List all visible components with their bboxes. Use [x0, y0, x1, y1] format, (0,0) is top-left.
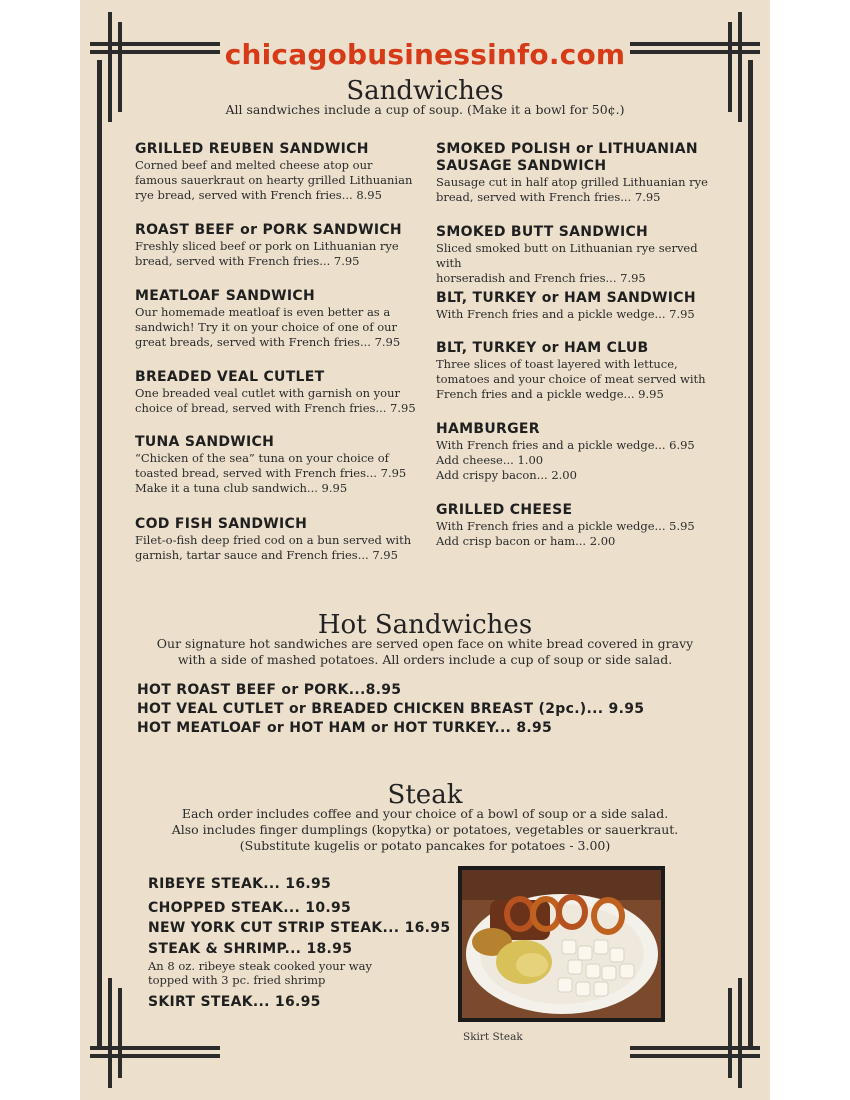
sandwich-desc-line: bread, served with French fries... 7.95: [436, 190, 661, 204]
watermark-url: chicagobusinessinfo.com: [224, 38, 626, 71]
sandwich-desc-line: great breads, served with French fries... 7.95: [135, 335, 401, 349]
steak-subtitle-line: Also includes finger dumplings (kopytka) or potatoes, vegetables or sauerkraut.: [171, 822, 679, 837]
photo-caption: Skirt Steak: [463, 1031, 523, 1043]
sandwich-item: [135, 516, 425, 563]
sandwich-item: [436, 502, 726, 549]
sandwich-item: [135, 288, 425, 350]
hot-item: HOT VEAL CUTLET or BREADED CHICKEN BREAST (2pc.)... 9.95: [137, 701, 645, 717]
sandwich-desc-line: Add crisp bacon or ham... 2.00: [436, 534, 616, 548]
sandwich-item: [135, 434, 425, 496]
steak-subtitle-line: Each order includes coffee and your choice of a bowl of soup or a side salad.: [181, 806, 669, 821]
steak-desc-line: An 8 oz. ribeye steak cooked your way: [148, 959, 372, 973]
steak-desc-line: topped with 3 pc. fried shrimp: [148, 973, 326, 987]
sandwich-desc-line: One breaded veal cutlet with garnish on your: [135, 386, 400, 400]
sandwich-desc-line: “Chicken of the sea” tuna on your choice of: [135, 451, 389, 465]
sandwich-desc-line: With French fries and a pickle wedge... 5.95: [436, 519, 695, 533]
sandwich-name: ROAST BEEF or PORK SANDWICH: [135, 222, 402, 238]
steak-title: Steak: [387, 780, 463, 810]
sandwiches-title: Sandwiches: [346, 76, 504, 106]
sandwich-desc-line: Three slices of toast layered with lettuce,: [436, 357, 678, 371]
sandwich-desc-line: Filet-o-fish deep fried cod on a bun served with: [135, 533, 412, 547]
steak-subtitle: [0, 806, 850, 854]
sandwich-item: [436, 290, 726, 322]
steak-item: CHOPPED STEAK... 10.95: [148, 900, 352, 916]
sandwich-desc-line: garnish, tartar sauce and French fries... 7.95: [135, 548, 398, 562]
steak-item: RIBEYE STEAK... 16.95: [148, 876, 332, 892]
sandwiches-subtitle: All sandwiches include a cup of soup. (Make it a bowl for 50¢.): [225, 102, 625, 117]
sandwich-name: MEATLOAF SANDWICH: [135, 288, 316, 304]
hot-item: HOT MEATLOAF or HOT HAM or HOT TURKEY... 8.95: [137, 720, 553, 736]
hot-item: HOT ROAST BEEF or PORK...8.95: [137, 682, 402, 698]
sandwich-desc-line: tomatoes and your choice of meat served with: [436, 372, 706, 386]
sandwich-name: COD FISH SANDWICH: [135, 516, 308, 532]
steak-photo-frame: [458, 866, 665, 1022]
sandwich-desc-line: rye bread, served with French fries... 8.95: [135, 188, 382, 202]
skirt-steak-photo: [462, 870, 661, 1018]
sandwich-item: [436, 141, 726, 205]
sandwich-name: GRILLED CHEESE: [436, 502, 573, 518]
sandwich-item: [135, 141, 425, 203]
sandwich-desc-line: With French fries and a pickle wedge... 7.95: [436, 307, 695, 321]
sandwich-name: GRILLED REUBEN SANDWICH: [135, 141, 369, 157]
sandwich-item: [135, 369, 425, 416]
hot-subtitle-line: with a side of mashed potatoes. All orders include a cup of soup or side salad.: [177, 652, 673, 667]
steak-item-desc: [148, 959, 372, 987]
sandwich-name: BLT, TURKEY or HAM SANDWICH: [436, 290, 696, 306]
sandwich-desc-line: sandwich! Try it on your choice of one of our: [135, 320, 398, 334]
sandwich-name: HAMBURGER: [436, 421, 540, 437]
sandwich-name: TUNA SANDWICH: [135, 434, 275, 450]
sandwich-item: [436, 340, 726, 402]
sandwich-desc-line: toasted bread, served with French fries... 7.95: [135, 466, 407, 480]
sandwich-desc-line: choice of bread, served with French fries... 7.95: [135, 401, 416, 415]
sandwich-desc-line: horseradish and French fries... 7.95: [436, 271, 646, 285]
hot-sandwiches-title: Hot Sandwiches: [317, 610, 533, 640]
sandwich-desc-line: bread, served with French fries... 7.95: [135, 254, 360, 268]
sandwich-name: BREADED VEAL CUTLET: [135, 369, 325, 385]
sandwich-item: [436, 421, 726, 483]
sandwich-item: [436, 224, 726, 286]
steak-item: NEW YORK CUT STRIP STEAK... 16.95: [148, 920, 451, 936]
sandwich-desc-line: Add crispy bacon... 2.00: [436, 468, 577, 482]
sandwich-desc-line: famous sauerkraut on hearty grilled Lithuanian: [135, 173, 413, 187]
hot-sandwiches-subtitle: [0, 636, 850, 668]
sandwich-desc-line: With French fries and a pickle wedge... 6.95: [436, 438, 695, 452]
sandwich-desc-line: Our homemade meatloaf is even better as a: [135, 305, 391, 319]
sandwich-desc-line: Sliced smoked butt on Lithuanian rye served with: [436, 241, 698, 270]
sandwich-desc-line: Corned beef and melted cheese atop our: [135, 158, 373, 172]
sandwich-desc-line: Make it a tuna club sandwich... 9.95: [135, 481, 348, 495]
hot-subtitle-line: Our signature hot sandwiches are served open face on white bread covered in gravy: [156, 636, 694, 651]
steak-item: SKIRT STEAK... 16.95: [148, 994, 321, 1010]
steak-item: STEAK & SHRIMP... 18.95: [148, 941, 353, 957]
sandwich-item: [135, 222, 425, 269]
sandwich-desc-line: French fries and a pickle wedge... 9.95: [436, 387, 664, 401]
sandwich-name: BLT, TURKEY or HAM CLUB: [436, 340, 649, 356]
sandwich-desc-line: Add cheese... 1.00: [436, 453, 544, 467]
sandwich-name: SMOKED POLISH or LITHUANIAN SAUSAGE SANDWICH: [436, 141, 698, 174]
sandwich-name: SMOKED BUTT SANDWICH: [436, 224, 649, 240]
sandwich-desc-line: Sausage cut in half atop grilled Lithuanian rye: [436, 175, 708, 189]
steak-subtitle-line: (Substitute kugelis or potato pancakes for potatoes - 3.00): [239, 838, 611, 853]
sandwich-desc-line: Freshly sliced beef or pork on Lithuanian rye: [135, 239, 399, 253]
